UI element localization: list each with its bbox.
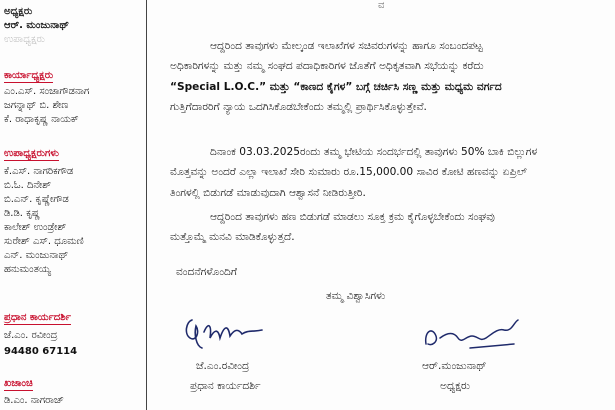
signature-right (418, 314, 528, 354)
working-president-2: ಜಗನ್ನಾಥ್ ಬಿ. ಶೇಣ (4, 100, 69, 111)
working-president-1: ಎಂ.ಎಸ್. ಸಂಜಾಗೌಡನಾಗ (4, 86, 90, 97)
working-president-3: ಕೆ. ರಾಧಾಕೃಷ್ಣ ನಾಯಕ್ (4, 114, 79, 125)
vice-president-2: ಬಿ.ಓ. ದಿನೇಶ್ (4, 180, 51, 191)
para1-line-1: ಆದ್ದರಿಂದ ತಾವುಗಳು ಮೇಲ್ಕಂಡ ಇಲಾಖೆಗಳ ಸಚಿವರುಗಳನ್ನು ಹಾಗೂ ಸಂಬಂದಪಟ್ಟ (210, 40, 483, 52)
letter-body (150, 0, 612, 410)
page-top-mark: ವ (378, 0, 385, 11)
general-secretary-heading: ಪ್ರಧಾನ ಕಾರ್ಯದರ್ಶಿ (4, 312, 71, 323)
yours-faithfully: ತಮ್ಮ ವಿಶ್ವಾಸಿಗಳು (326, 290, 386, 302)
treasurer-heading: ಖಜಾಂಚಿ (4, 378, 33, 389)
president-name: ಆರ್. ಮಂಜುನಾಥ್ (4, 20, 70, 31)
general-secretary-phone: 94480 67114 (4, 346, 78, 357)
vice-president-4: ಡಿ.ಡಿ. ಕೃಷ್ಣ (4, 208, 41, 219)
vice-president-5: ಕಾಲೇಶ್ ಉಂಡ್ರೇಶ್ (4, 222, 67, 233)
treasurer-name: ಡಿ.ಎಂ. ನಾಗರಾಜ್ (4, 395, 64, 406)
signatory-left-role: ಪ್ರಧಾನ ಕಾರ್ಯದರ್ಶಿ (190, 380, 261, 392)
para3-line-1: ಆದ್ದರಿಂದ ತಾವುಗಳು ಹಣ ಬಿಡುಗಡೆ ಮಾಡಲು ಸೂಕ್ತ ಕ್ರಮ ಕೈಗೊಳ್ಳಬೇಕೆಂದು ಸಂಘವು (210, 211, 495, 223)
president-heading: ಅಧ್ಯಕ್ಷರು (4, 6, 33, 17)
working-presidents-heading: ಕಾರ್ಯಾಧ್ಯಕ್ಷರು (4, 70, 54, 81)
para1-line-3: “Special L.O.C.” ಮತ್ತು “ಕಾಣದ ಕೈಗಳ” ಬಗ್ಗೆ ಚರ್ಚಿಸಿ ಸಣ್ಣ ಮತ್ತು ಮಧ್ಯಮ ವರ್ಗದ (170, 80, 502, 93)
vice-president-1: ಕೆ.ಎಸ್. ನಾಗರಿಕಗೌಡ (4, 166, 74, 177)
signature-left (178, 312, 268, 356)
vice-president-3: ಬಿ.ಎನ್. ಕೃಷ್ಣೇಗೌಡ (4, 194, 69, 205)
para1-line-4: ಗುತ್ತಿಗೆದಾರರಿಗೆ ನ್ಯಾಯ ಒದಗಿಸಿಕೊಡಬೇಕೆಂದು ತಮ್ಮಲ್ಲಿ ಪ್ರಾರ್ಥಿಸಿಕೊಳ್ಳುತ್ತೇವೆ. (170, 100, 427, 113)
general-secretary-name: ಜೆ.ಎಂ. ರವೀಂದ್ರ (4, 330, 58, 341)
vice-presidents-heading: ಉಪಾಧ್ಯಕ್ಷರುಗಳು (4, 148, 59, 159)
para2-line-1: ದಿನಾಂಕ 03.03.2025ರಂದು ತಮ್ಮ ಭೇಟಿಯ ಸಂದರ್ಭದಲ್ಲಿ ತಾವುಗಳು 50% ಬಾಕಿ ಬಿಲ್ಲುಗಳ (210, 146, 538, 158)
paragraph-pending-bills (170, 142, 606, 203)
para2-line-3: ತಿಂಗಳಲ್ಲಿ ಬಿಡುಗಡೆ ಮಾಡುವುದಾಗಿ ಆಶ್ವಾಸನೆ ನೀಡಿರುತ್ತೀರಿ. (170, 186, 366, 199)
signatory-right-name: ಆರ್.ಮಂಜುನಾಥ್ (422, 360, 487, 372)
signatory-right-role: ಅಧ್ಯಕ್ಷರು (440, 380, 471, 392)
salutation: ವಂದನೆಗಳೊಂದಿಗೆ (176, 266, 238, 278)
vice-president-6: ಸುರೇಶ್ ಎಸ್. ಧೂಮಣಿ (4, 236, 84, 247)
sidebar-divider (146, 0, 147, 410)
vice-president-8: ಹನುಮಂತಯ್ಯ (4, 264, 51, 275)
vice-president-7: ಎನ್. ಮಂಜುನಾಥ್ (4, 250, 69, 261)
president-subtitle: ಉಪಾಧ್ಯಕ್ಷರು (4, 34, 45, 45)
para1-line-2: ಅಧಿಕಾರಿಗಳನ್ನು ಮತ್ತು ನಮ್ಮ ಸಂಘದ ಪದಾಧಿಕಾರಿಗಳ ಜೊತೆಗೆ ಅಧಿಕೃತವಾಗಿ ಸಭೆಯನ್ನು ಕರೆದು (170, 60, 484, 73)
paragraph-final-appeal (170, 207, 606, 248)
office-bearers-sidebar (0, 0, 146, 410)
para3-line-2: ಮತ್ತೊಮ್ಮೆ ಮನವಿ ಮಾಡಿಕೊಳ್ಳುತ್ತದೆ. (170, 231, 295, 244)
signatory-left-name: ಜೆ.ಎಂ.ರವೀಂದ್ರ (196, 360, 250, 372)
para2-line-2: ಮೊತ್ತವನ್ನು ಅಂದರೆ ಎಲ್ಲಾ ಇಲಾಖೆ ಸೇರಿ ಸುಮಾರು ರೂ.15,000.00 ಸಾವಿರ ಕೋಟಿ ಹಣವನ್ನು ಏಪ್ರಿಲ್ (170, 166, 528, 179)
paragraph-request-meeting (170, 36, 606, 117)
